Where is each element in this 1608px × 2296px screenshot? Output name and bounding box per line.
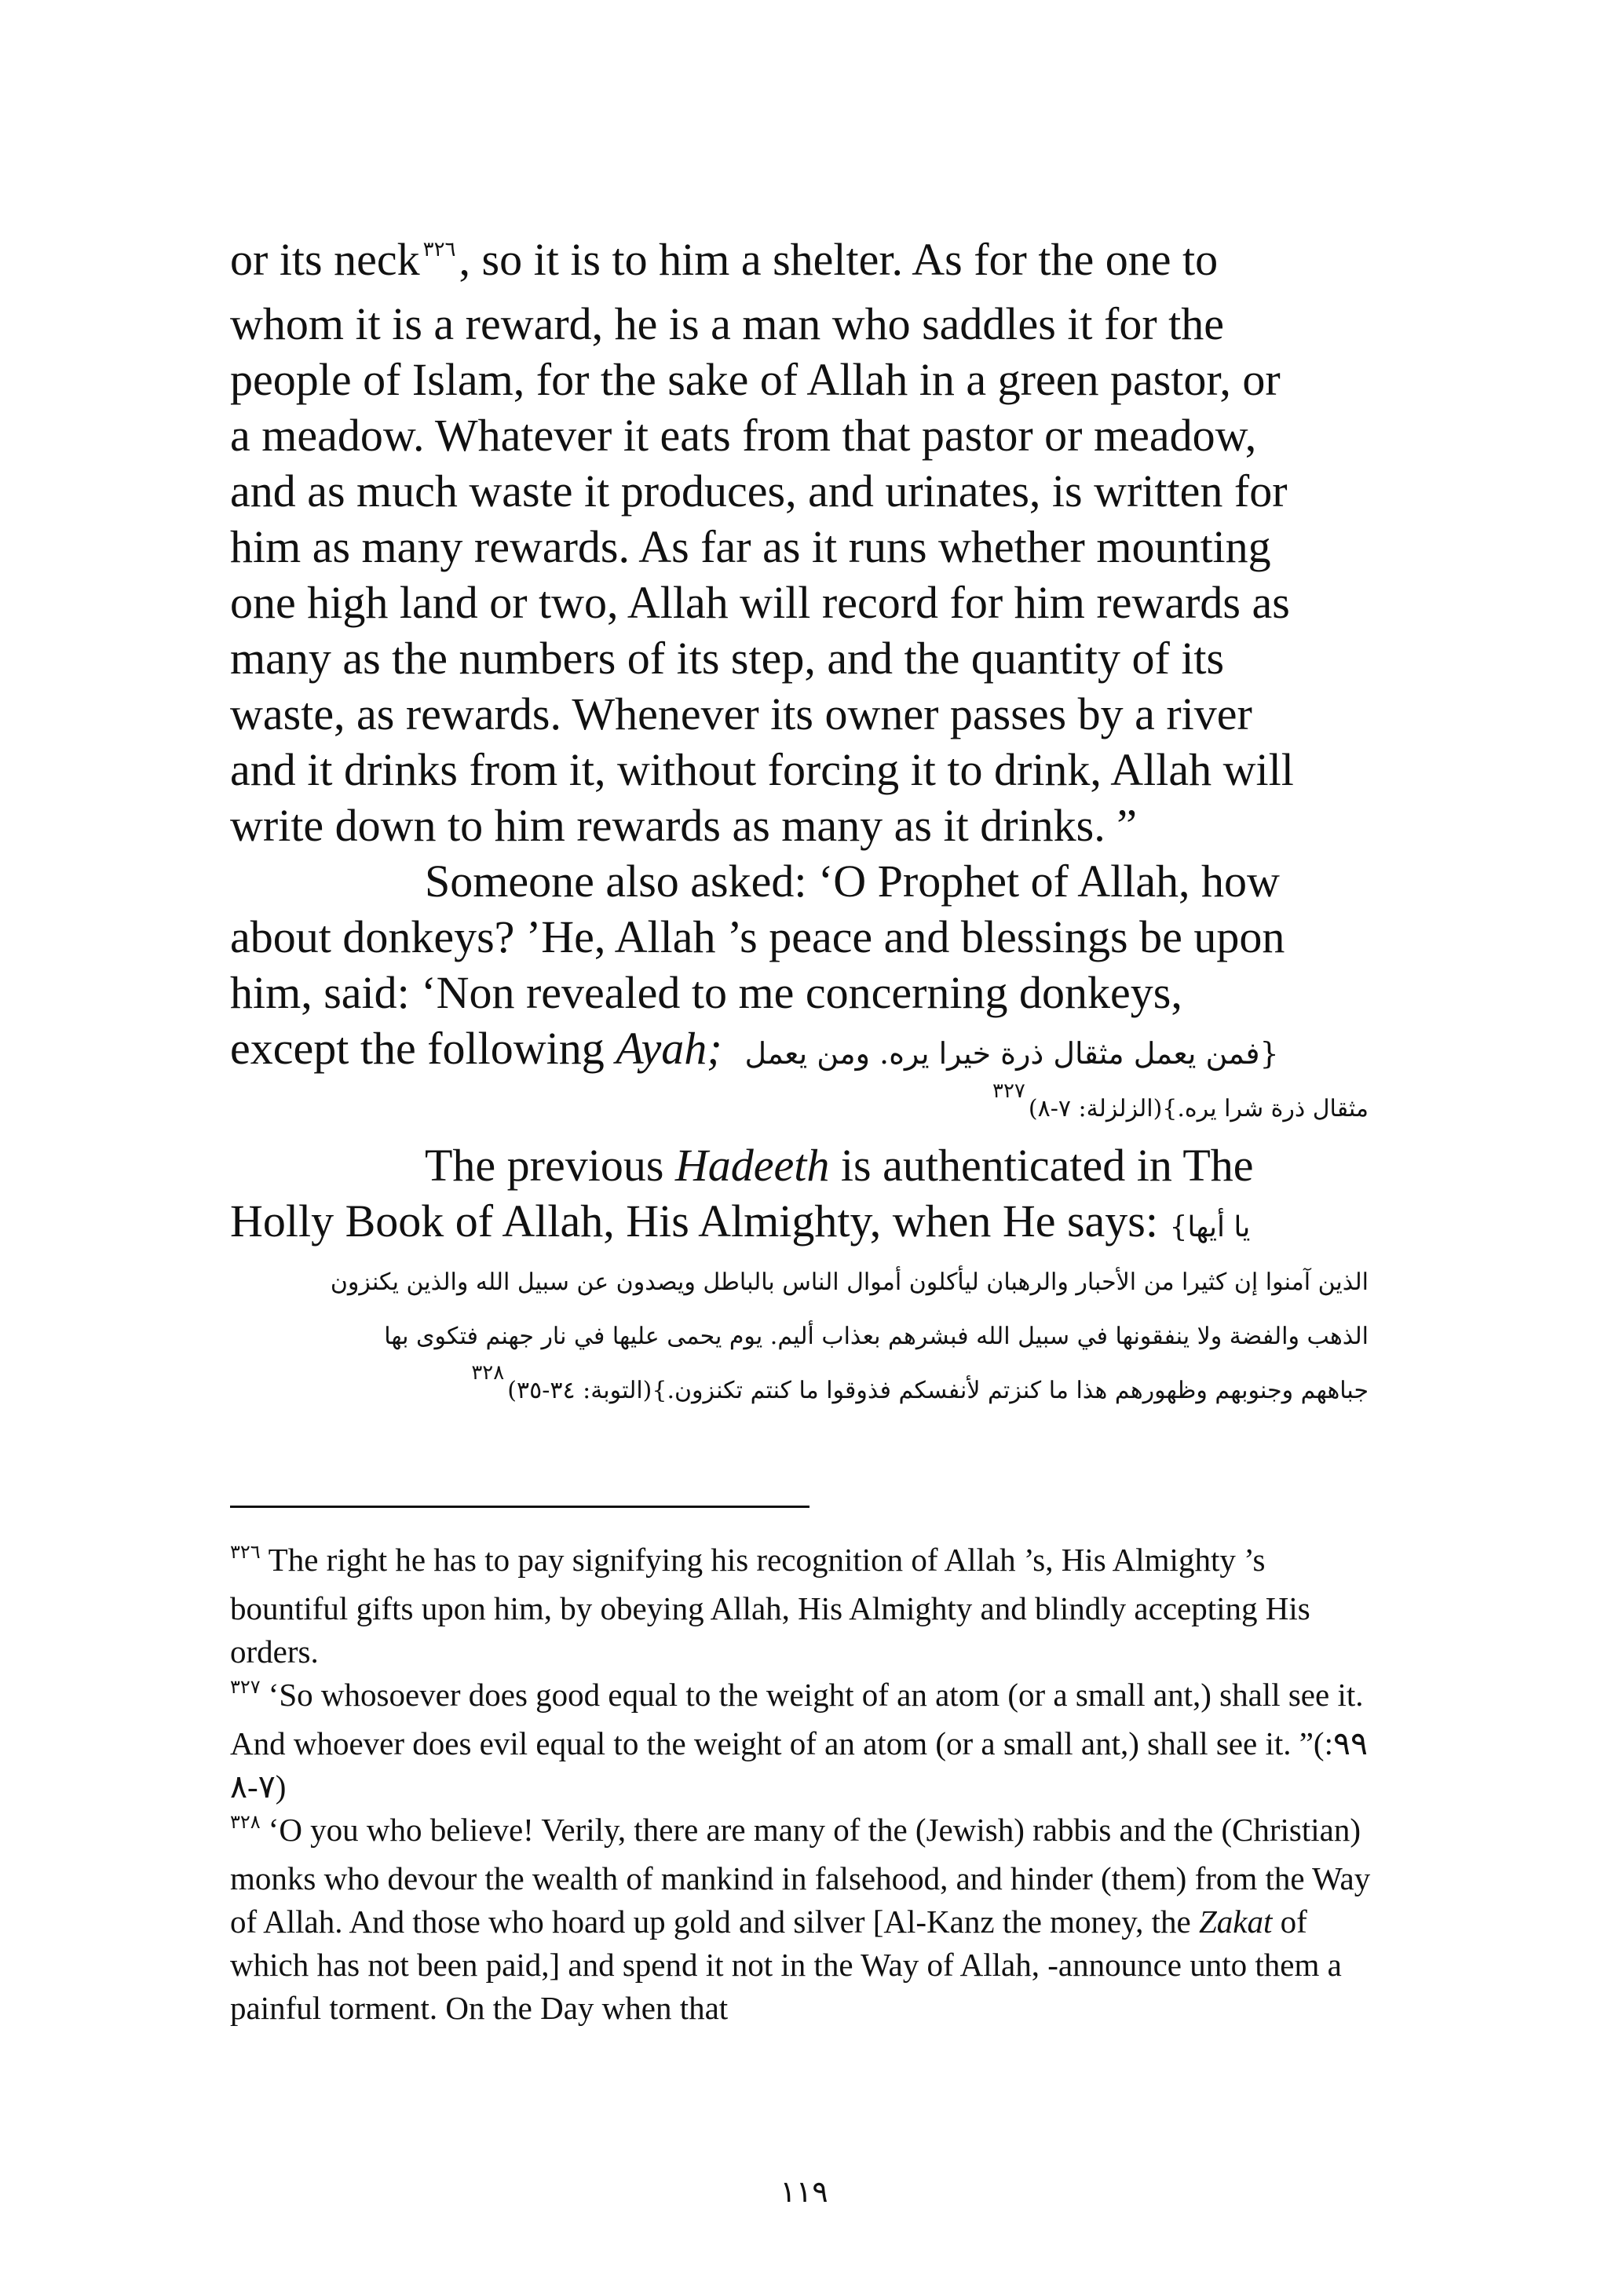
text-line bbox=[230, 1020, 1369, 1082]
main-text bbox=[230, 232, 1369, 1419]
paragraph-start-line: Someone also asked: ‘O Prophet of Allah, how bbox=[425, 856, 1280, 907]
italic-term-zakat: Zakat bbox=[1198, 1904, 1273, 1940]
paragraph-start-line bbox=[230, 1137, 1369, 1193]
arabic-verse-line: الذين آمنوا إن كثيرا من الأحبار والرهبان ليأكلون أموال الناس بالباطل ويصدون عن سبيل الله والذين يكنزون bbox=[330, 1268, 1369, 1296]
footnote-ref-327[interactable]: ٣٢٧ bbox=[992, 1079, 1025, 1103]
footnote-divider bbox=[230, 1506, 809, 1508]
arabic-quote: {فمن يعمل مثقال ذرة خيرا يره. ومن يعمل bbox=[744, 1036, 1279, 1071]
text-line: a meadow. Whatever it eats from that pastor or meadow, bbox=[230, 410, 1257, 461]
arabic-quote: {يا أيها bbox=[1169, 1211, 1251, 1243]
text-fragment: Holly Book of Allah, His Almighty, when He says: bbox=[230, 1195, 1170, 1247]
text-line bbox=[230, 232, 1369, 296]
italic-term-hadeeth: Hadeeth bbox=[674, 1140, 830, 1191]
text-line: people of Islam, for the sake of Allah in a green pastor, or bbox=[230, 354, 1281, 405]
text-line bbox=[230, 1193, 1369, 1255]
footnote-326 bbox=[230, 1539, 1372, 1674]
footnote-marker: ٣٢٧ bbox=[230, 1677, 261, 1698]
text-fragment: The previous bbox=[425, 1140, 675, 1191]
footnote-328 bbox=[230, 1809, 1372, 2030]
text-line: write down to him rewards as many as it drinks. ” bbox=[230, 800, 1137, 851]
arabic-quote-line bbox=[230, 1079, 1369, 1137]
arabic-verse-text: جباههم وجنوبهم وظهورهم هذا ما كنزتم لأنفسكم فذوقوا ما كنتم تكنزون.}(التوبة: ٣٤-٣٥) bbox=[507, 1377, 1369, 1404]
arabic-verse-line: الذهب والفضة ولا ينفقونها في سبيل الله فبشرهم بعذاب أليم. يوم يحمى عليها في نار جهنم فتكوى بها bbox=[384, 1323, 1369, 1350]
footnote-ref-328[interactable]: ٣٢٨ bbox=[471, 1361, 505, 1385]
footnote-text: The right he has to pay signifying his recognition of Allah ’s, His Almighty ’s bountiful gifts upon him, by obeying Allah, His Almighty and blindly accepting His orders. bbox=[230, 1542, 1310, 1670]
text-fragment: , so it is to him a shelter. As for the one to bbox=[459, 234, 1219, 285]
text-fragment: except the following bbox=[230, 1023, 616, 1074]
footnote-marker: ٣٢٨ bbox=[230, 1812, 261, 1833]
text-fragment: or its neck bbox=[230, 234, 420, 285]
text-line: waste, as rewards. Whenever its owner passes by a river bbox=[230, 688, 1252, 739]
arabic-verse-line bbox=[230, 1363, 1369, 1419]
footnote-marker: ٣٢٦ bbox=[230, 1542, 261, 1563]
footnote-text: ‘So whosoever does good equal to the weight of an atom (or a small ant,) shall see it. And whoever does evil equal to the weight of an atom (or a small ant,) shall see it. ”(٩٩: ٧-٨) bbox=[230, 1677, 1369, 1805]
text-line: whom it is a reward, he is a man who saddles it for the bbox=[230, 298, 1225, 349]
text-line: him, said: ‘Non revealed to me concerning donkeys, bbox=[230, 967, 1182, 1018]
italic-term-ayah: Ayah; bbox=[616, 1023, 722, 1074]
footnote-text: of which has not been paid,] and spend it not in the Way of Allah, -announce unto them a painful torment. On the Day when that bbox=[230, 1904, 1342, 2026]
footnote-text: ‘O you who believe! Verily, there are many of the (Jewish) rabbis and the (Christian) monks who devour the wealth of mankind in falsehood, and hinder (them) from the Way of Allah. And those who hoard up gold and silver [Al-Kanz the money, the bbox=[230, 1812, 1371, 1940]
text-line: him as many rewards. As far as it runs whether mounting bbox=[230, 521, 1271, 572]
page-number: ١١٩ bbox=[780, 2174, 828, 2209]
footnotes-section bbox=[230, 1539, 1372, 2030]
text-line: one high land or two, Allah will record for him rewards as bbox=[230, 577, 1290, 628]
text-fragment: is authenticated in The bbox=[829, 1140, 1254, 1191]
arabic-quote-text: مثقال ذرة شرا يره.}(الزلزلة: ٧-٨) bbox=[1028, 1095, 1369, 1122]
text-line: and as much waste it produces, and urinates, is written for bbox=[230, 465, 1288, 517]
text-line: and it drinks from it, without forcing it to drink, Allah will bbox=[230, 744, 1294, 795]
text-line: about donkeys? ’He, Allah ’s peace and blessings be upon bbox=[230, 911, 1285, 962]
footnote-ref-326[interactable]: ٣٢٦ bbox=[422, 238, 456, 261]
text-line: many as the numbers of its step, and the quantity of its bbox=[230, 633, 1225, 684]
footnote-327 bbox=[230, 1674, 1372, 1809]
